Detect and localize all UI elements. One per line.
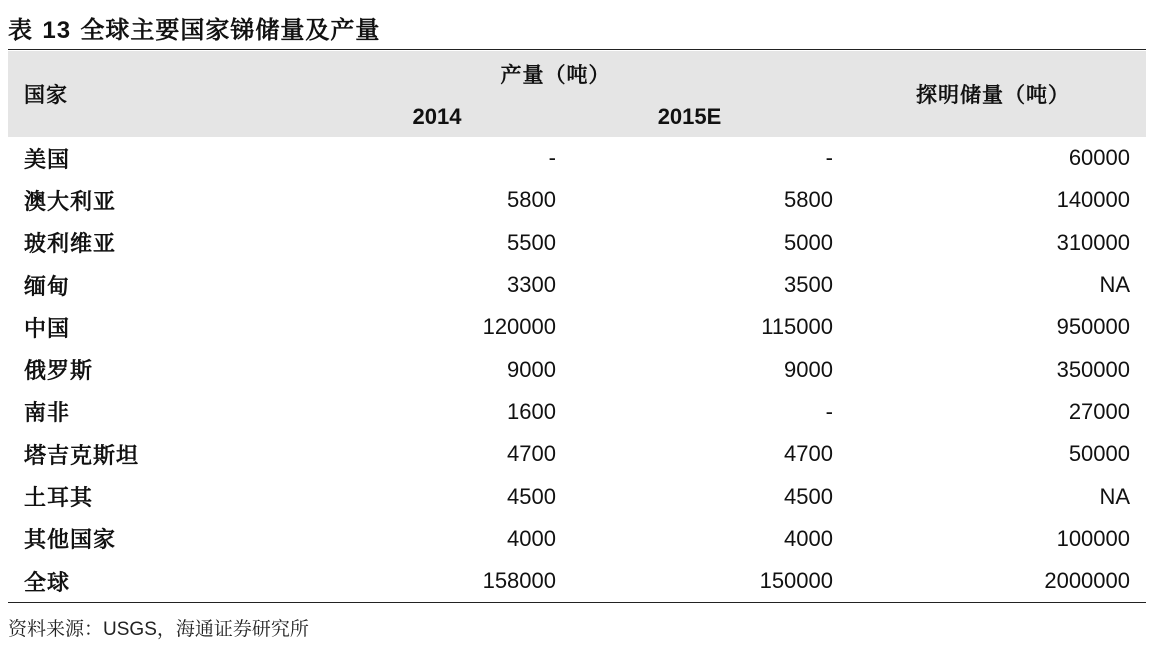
title-number: 13 <box>42 17 72 44</box>
country-cell: 缅甸 <box>24 274 71 300</box>
title-text: 全球主要国家锑储量及产量 <box>80 16 381 44</box>
table-row <box>8 222 1146 264</box>
table-title <box>8 10 380 45</box>
production-2014-cell: 120000 <box>482 314 556 340</box>
production-2014-cell: 3300 <box>507 272 556 298</box>
top-rule <box>8 49 1146 50</box>
production-2015-cell: - <box>825 398 833 424</box>
source-firm: 海通证券研究所 <box>175 618 309 640</box>
header-country: 国家 <box>8 51 278 137</box>
production-2014-cell: 1600 <box>507 398 556 424</box>
reserves-cell: 950000 <box>1056 314 1130 340</box>
production-2015-cell: 5000 <box>784 229 833 255</box>
table-row <box>8 306 1146 348</box>
production-2015-cell: 4500 <box>784 483 833 509</box>
source-separator: ， <box>156 618 176 640</box>
header-year-2015: 2015E <box>556 96 833 137</box>
table-row <box>8 518 1146 560</box>
reserves-cell: NA <box>1099 272 1130 298</box>
country-cell: 塔吉克斯坦 <box>24 443 140 469</box>
source-note <box>8 614 309 641</box>
production-2014-cell: 5500 <box>507 229 556 255</box>
production-2014-cell: 158000 <box>278 560 556 603</box>
country-cell: 全球 <box>8 560 278 603</box>
antimony-table <box>8 51 1146 603</box>
table-row <box>8 179 1146 221</box>
table-row <box>8 264 1146 306</box>
table-row <box>8 560 1146 603</box>
country-cell: 土耳其 <box>24 486 94 512</box>
reserves-cell: 60000 <box>1068 145 1130 171</box>
production-2015-cell: 4000 <box>784 525 833 551</box>
country-cell: 中国 <box>24 316 71 342</box>
header-year-2014: 2014 <box>278 96 556 137</box>
production-2015-cell: 115000 <box>761 314 833 340</box>
table-row <box>8 475 1146 517</box>
reserves-cell: 140000 <box>1056 187 1130 213</box>
title-prefix: 表 <box>8 16 33 44</box>
table-row <box>8 391 1146 433</box>
production-2014-cell: 4700 <box>507 441 556 467</box>
reserves-cell: 310000 <box>1056 229 1130 255</box>
production-2015-cell: - <box>825 145 833 171</box>
source-org: USGS <box>103 619 157 640</box>
table-row <box>8 137 1146 179</box>
country-cell: 澳大利亚 <box>24 189 117 215</box>
reserves-cell: 27000 <box>1068 398 1130 424</box>
country-cell: 南非 <box>24 401 71 427</box>
source-label: 资料来源： <box>8 618 104 640</box>
reserves-cell: NA <box>1099 483 1130 509</box>
country-cell: 玻利维亚 <box>24 232 117 258</box>
table-row <box>8 348 1146 390</box>
country-cell: 其他国家 <box>24 528 117 554</box>
reserves-cell: 350000 <box>1056 356 1130 382</box>
table-row <box>8 433 1146 475</box>
production-2015-cell: 9000 <box>784 356 833 382</box>
production-2014-cell: 9000 <box>507 356 556 382</box>
production-2015-cell: 150000 <box>556 560 833 603</box>
production-2014-cell: 4500 <box>507 483 556 509</box>
reserves-cell: 100000 <box>1056 525 1130 551</box>
production-2014-cell: 4000 <box>507 525 556 551</box>
production-2015-cell: 4700 <box>784 441 833 467</box>
country-cell: 美国 <box>24 147 71 173</box>
table-body <box>8 137 1146 603</box>
production-2014-cell: 5800 <box>507 187 556 213</box>
header-production: 产量（吨） <box>278 51 833 96</box>
country-cell: 俄罗斯 <box>24 359 94 385</box>
header-reserves: 探明储量（吨） <box>833 51 1146 137</box>
reserves-cell: 50000 <box>1068 441 1130 467</box>
reserves-cell: 2000000 <box>833 560 1146 603</box>
production-2014-cell: - <box>548 145 556 171</box>
production-2015-cell: 3500 <box>784 272 833 298</box>
production-2015-cell: 5800 <box>784 187 833 213</box>
